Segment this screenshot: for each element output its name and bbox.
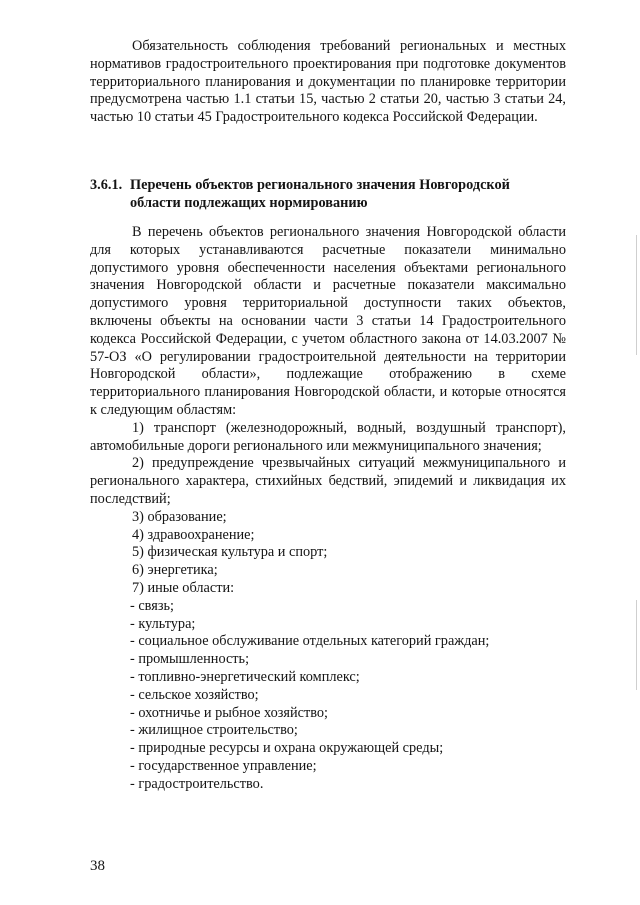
intro-paragraph-block: [90, 38, 566, 127]
list-item-7: 7) иные области:: [132, 579, 235, 596]
scan-edge-mark: [636, 600, 637, 690]
section-number: 3.6.1.: [90, 177, 123, 193]
list-item-5: 5) физическая культура и спорт;: [132, 544, 328, 561]
list-item-2: 2) предупреждение чрезвычайных ситуаций межмуниципального и регионального характера, стихийных бедствий, эпидемий и ликвидация их последствий;: [90, 455, 566, 507]
list-item-3: 3) образование;: [132, 508, 227, 525]
sub-item-hunting-fishing: - охотничье и рыбное хозяйство;: [130, 704, 329, 721]
section-title-line1: Перечень объектов регионального значения Новгородской: [130, 177, 510, 193]
main-paragraph: В перечень объектов регионального значения Новгородской области для которых устанавливаются расчетные показатели минимально допустимого уровня обеспеченности населения объектами регионального значения Новгородской области и расчетные показатели максимально допустимого уровня территориальной доступности таких объектов, включены объекты на основании части 3 статьи 14 Градостроительного кодекса Российской Федерации, с учетом областного закона от 14.03.2007 № 57-ОЗ «О регулировании градостроительной деятельности на территории Новгородской области», подлежащие отображению в схеме территориального планирования Новгородской области, и которые относятся к следующим областям:: [90, 224, 566, 418]
section-title-line2: области подлежащих нормированию: [130, 194, 368, 211]
sub-item-housing: - жилищное строительство;: [130, 722, 298, 739]
page-number: 38: [90, 858, 105, 874]
list-item-4: 4) здравоохранение;: [132, 526, 255, 543]
sub-item-fuel-energy: - топливно-энергетический комплекс;: [130, 668, 360, 685]
sub-item-urban-planning: - градостроительство.: [130, 775, 264, 792]
intro-paragraph: Обязательность соблюдения требований региональных и местных нормативов градостроительного проектирования при подготовке документов территориального планирования и документации по планировке территории предусмотрена частью 1.1 статьи 15, частью 2 статьи 20, частью 3 статьи 24, частью 10 статьи 45 Градостроительного кодекса Российской Федерации.: [90, 38, 566, 126]
list-item-1: 1) транспорт (железнодорожный, водный, воздушный транспорт), автомобильные дороги регионального или межмуниципального значения;: [90, 419, 566, 454]
sub-item-communications: - связь;: [130, 597, 174, 614]
sub-item-culture: - культура;: [130, 615, 196, 632]
section-heading: [90, 177, 566, 213]
sub-item-public-administration: - государственное управление;: [130, 757, 317, 774]
sub-item-nature-resources: - природные ресурсы и охрана окружающей среды;: [130, 740, 444, 757]
sub-item-industry: - промышленность;: [130, 651, 250, 668]
sub-item-agriculture: - сельское хозяйство;: [130, 686, 259, 703]
scan-edge-mark: [636, 235, 637, 355]
main-content-block: [90, 224, 566, 794]
list-item-6: 6) энергетика;: [132, 562, 218, 579]
sub-item-social-services: - социальное обслуживание отдельных категорий граждан;: [130, 633, 490, 650]
